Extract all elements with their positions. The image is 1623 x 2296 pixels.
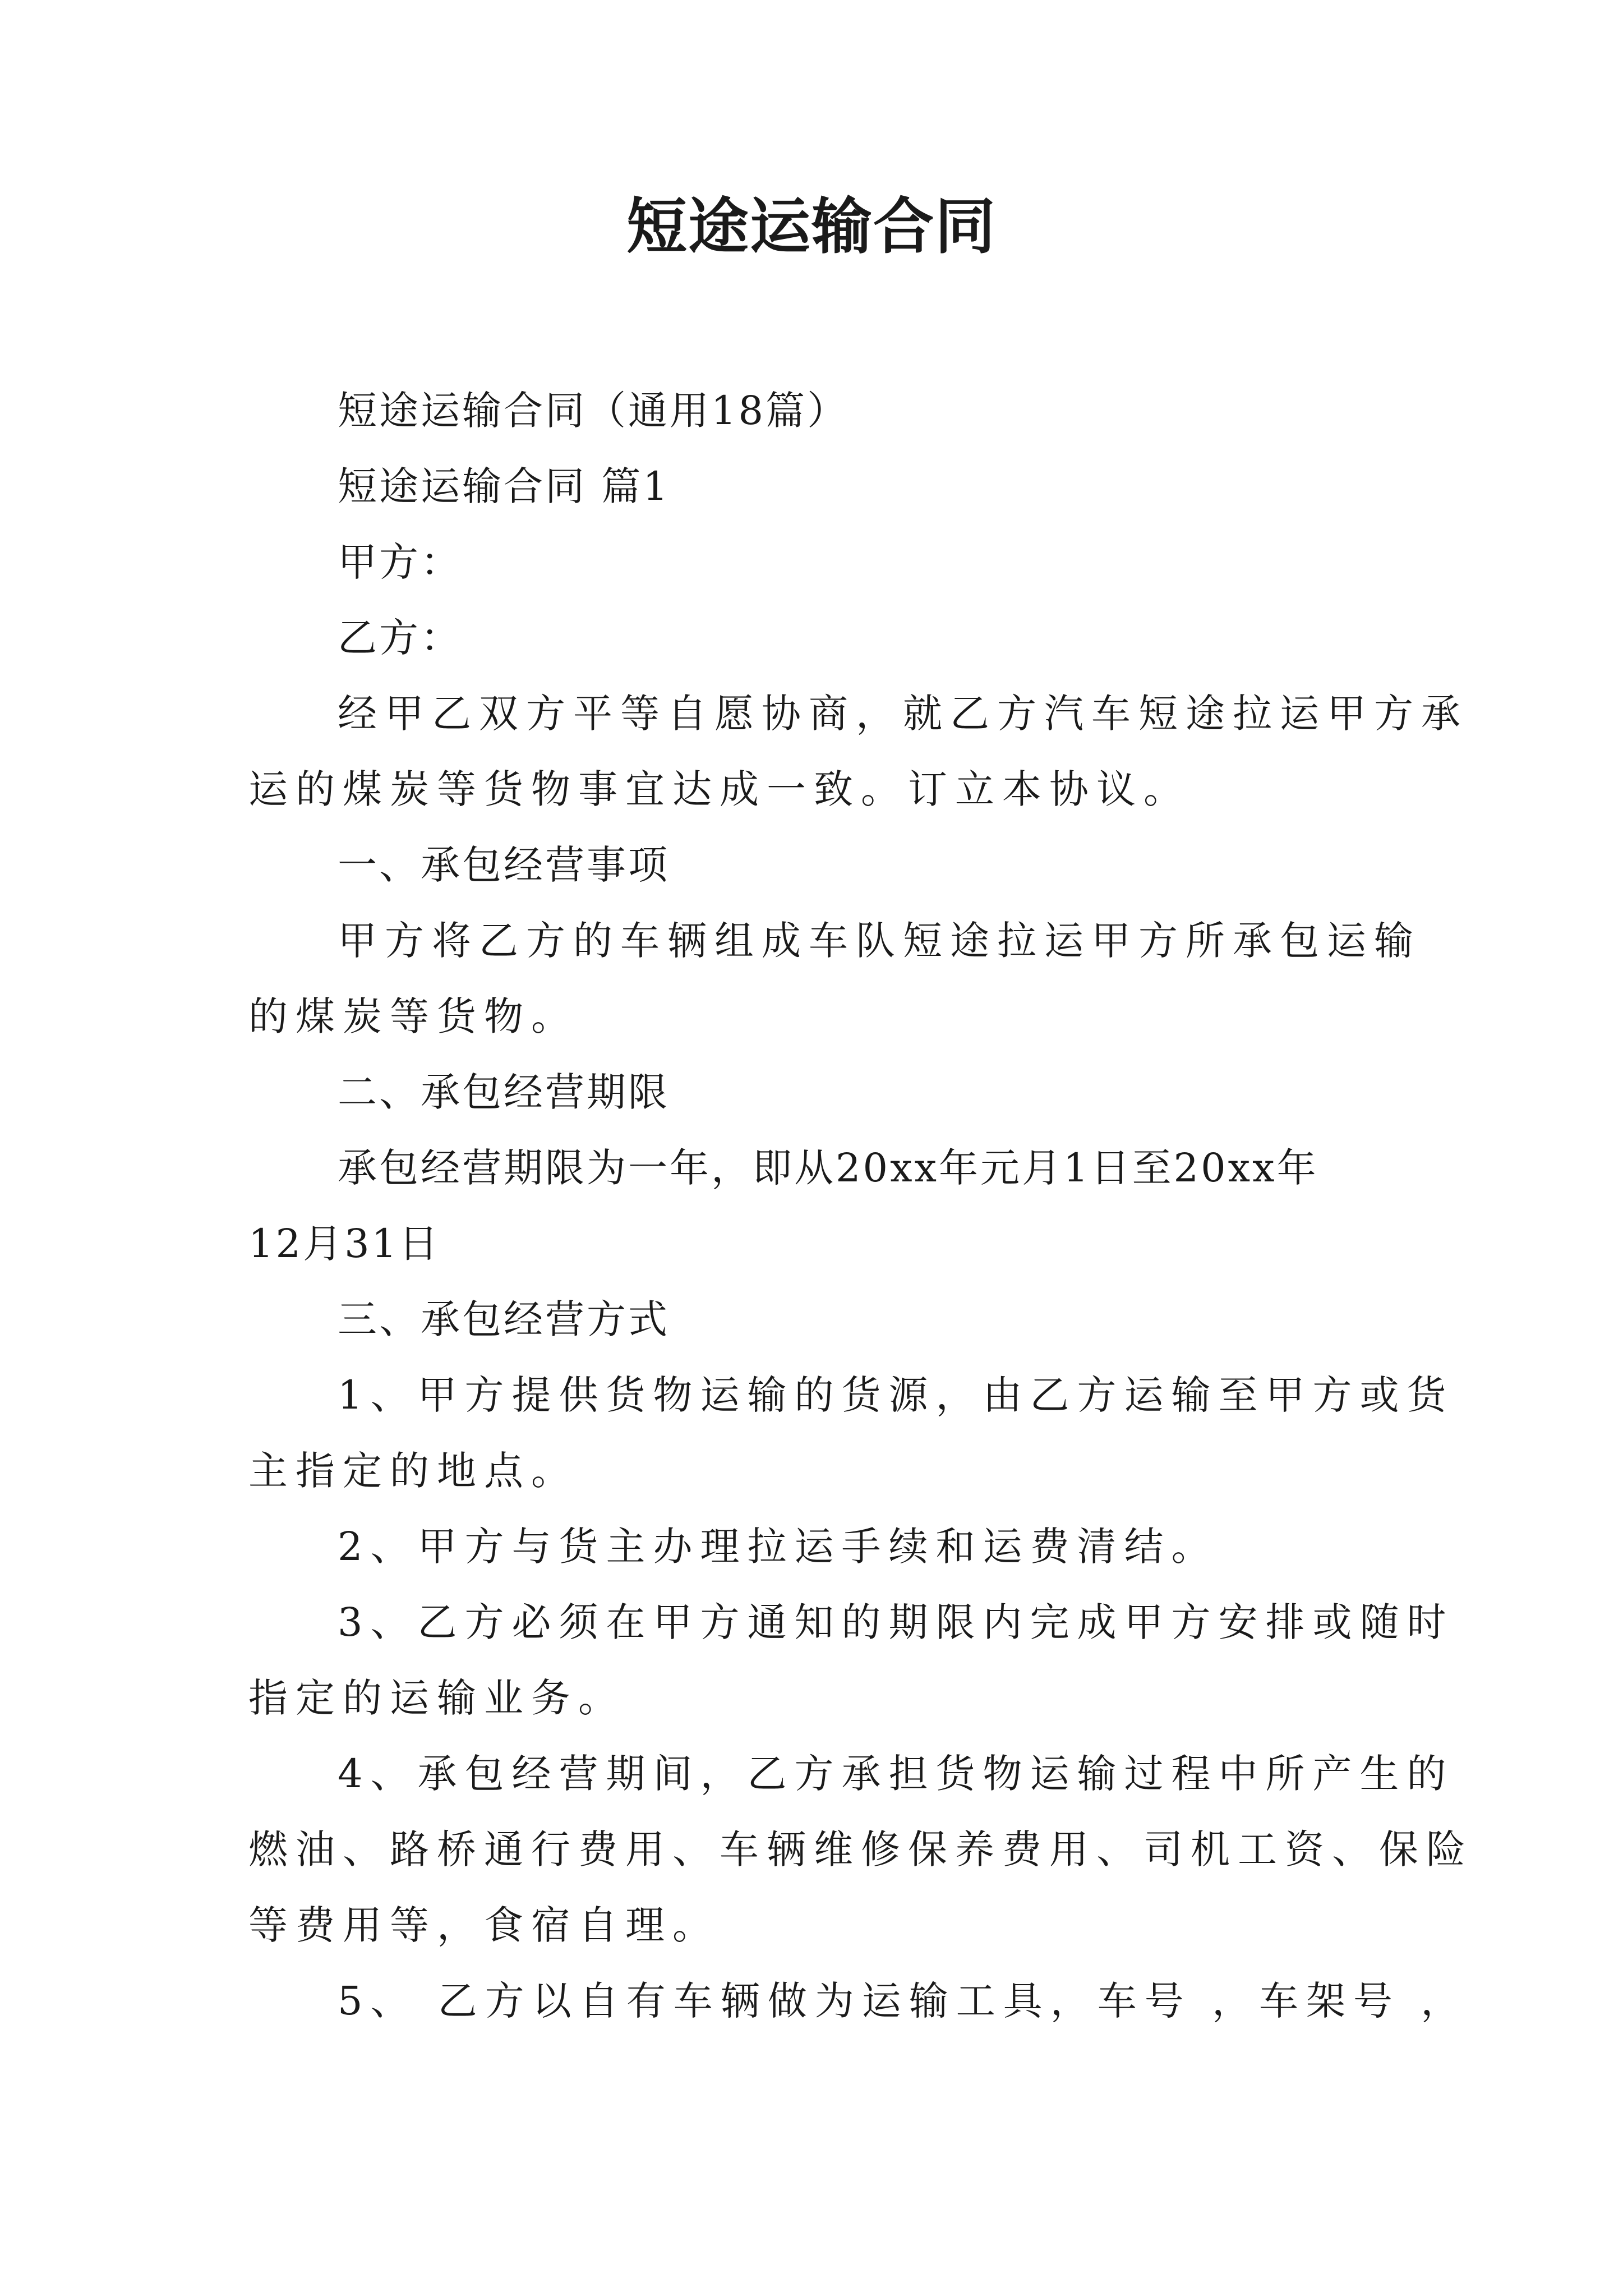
clause-heading: 一、承包经营事项: [338, 842, 670, 888]
party-a-label: 甲方：: [338, 539, 462, 585]
paragraph-line: 指定的运输业务。: [248, 1675, 625, 1721]
paragraph-line: 1、甲方提供货物运输的货源，由乙方运输至甲方或货: [338, 1372, 1454, 1418]
document-title: 短途运输合同: [626, 191, 997, 262]
paragraph-line: 的煤炭等货物。: [248, 993, 578, 1039]
paragraph-line: 4、承包经营期间，乙方承担货物运输过程中所产生的: [338, 1751, 1454, 1797]
paragraph-line: 甲方将乙方的车辆组成车队短途拉运甲方所承包运输: [338, 918, 1421, 964]
paragraph-line: 5、 乙方以自有车辆做为运输工具，车号 ，车架号 ，: [338, 1978, 1468, 2024]
clause-heading: 二、承包经营期限: [338, 1069, 670, 1115]
paragraph-line: 主指定的地点。: [248, 1448, 578, 1494]
paragraph-line: 12月31日: [248, 1221, 441, 1267]
party-b-label: 乙方：: [338, 615, 462, 661]
paragraph-line: 运的煤炭等货物事宜达成一致。订立本协议。: [248, 766, 1191, 812]
clause-heading: 三、承包经营方式: [338, 1296, 670, 1342]
section-heading: 短途运输合同 篇1: [338, 463, 670, 509]
paragraph-line: 3、乙方必须在甲方通知的期限内完成甲方安排或随时: [338, 1599, 1454, 1645]
subtitle-line: 短途运输合同（通用18篇）: [338, 388, 849, 434]
paragraph-line: 燃油、路桥通行费用、车辆维修保养费用、司机工资、保险: [248, 1826, 1473, 1872]
paragraph-line: 承包经营期限为一年，即从20xx年元月1日至20xx年: [338, 1145, 1318, 1191]
paragraph-line: 2、甲方与货主办理拉运手续和运费清结。: [338, 1524, 1219, 1570]
paragraph-line: 经甲乙双方平等自愿协商，就乙方汽车短途拉运甲方承: [338, 691, 1468, 737]
paragraph-line: 等费用等，食宿自理。: [248, 1902, 720, 1948]
